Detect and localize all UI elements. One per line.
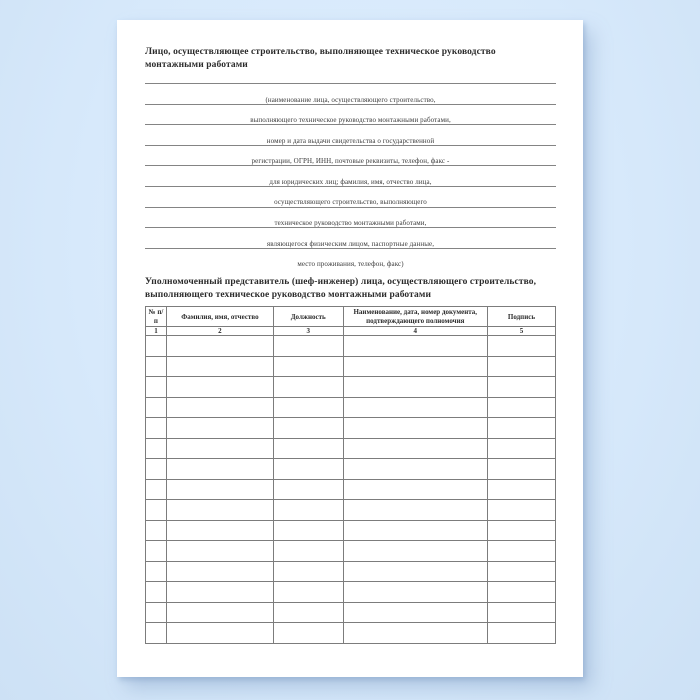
field-caption: (наименование лица, осуществляющего строительство, — [265, 95, 436, 104]
table-row — [146, 438, 556, 459]
table-cell — [343, 561, 487, 582]
table-cell — [166, 397, 273, 418]
table-cell — [487, 438, 555, 459]
table-cell — [343, 418, 487, 439]
table-cell — [146, 336, 167, 357]
table-cell — [146, 377, 167, 398]
column-header: Подпись — [487, 307, 555, 327]
table-cell — [273, 438, 343, 459]
table-cell — [146, 438, 167, 459]
form-blank-field — [145, 83, 556, 104]
field-caption: регистрации, ОГРН, ИНН, почтовые реквизиты, телефон, факс - — [251, 157, 450, 166]
table-cell — [166, 561, 273, 582]
column-header: № п/п — [146, 307, 167, 327]
table-cell — [273, 418, 343, 439]
table-cell — [166, 336, 273, 357]
table-row — [146, 397, 556, 418]
form-blank-field — [145, 104, 556, 125]
table-cell — [273, 479, 343, 500]
table-cell — [166, 438, 273, 459]
column-number: 1 — [146, 327, 167, 336]
table-row — [146, 356, 556, 377]
field-caption: для юридических лиц; фамилия, имя, отчество лица, — [269, 177, 432, 186]
table-cell — [166, 377, 273, 398]
table-cell — [273, 500, 343, 521]
field-caption: номер и дата выдачи свидетельства о государственной — [266, 136, 435, 145]
table-body — [146, 336, 556, 644]
table-row — [146, 541, 556, 562]
table-row — [146, 500, 556, 521]
field-caption: техническое руководство монтажными работами, — [274, 219, 427, 228]
table-cell — [487, 582, 555, 603]
table-cell — [146, 356, 167, 377]
table-cell — [146, 623, 167, 644]
column-header: Фамилия, имя, отчество — [166, 307, 273, 327]
table-row — [146, 582, 556, 603]
table-cell — [166, 520, 273, 541]
table-cell — [273, 397, 343, 418]
table-cell — [343, 500, 487, 521]
table-cell — [343, 541, 487, 562]
table-header-row — [146, 307, 556, 327]
table-cell — [487, 479, 555, 500]
form-blank-field — [145, 186, 556, 207]
table-cell — [487, 397, 555, 418]
table-cell — [343, 623, 487, 644]
form-blank-field — [145, 207, 556, 228]
table-row — [146, 459, 556, 480]
table-row — [146, 479, 556, 500]
form-blank-field — [145, 227, 556, 248]
table-cell — [487, 500, 555, 521]
table-row — [146, 623, 556, 644]
field-caption: являющегося физическим лицом, паспортные данные, — [266, 239, 435, 248]
document-page — [117, 20, 583, 677]
table-cell — [487, 356, 555, 377]
table-cell — [146, 500, 167, 521]
table-cell — [487, 561, 555, 582]
table-row — [146, 561, 556, 582]
table-cell — [273, 623, 343, 644]
column-number: 5 — [487, 327, 555, 336]
table-cell — [343, 602, 487, 623]
table-cell — [343, 377, 487, 398]
table-cell — [146, 479, 167, 500]
form-blank-field — [145, 165, 556, 186]
table-cell — [166, 582, 273, 603]
table-cell — [166, 602, 273, 623]
table-cell — [343, 459, 487, 480]
table-cell — [487, 377, 555, 398]
table-cell — [146, 582, 167, 603]
table-cell — [166, 459, 273, 480]
form-blank-field — [145, 145, 556, 166]
table-cell — [487, 336, 555, 357]
column-header: Наименование, дата, номер документа, подтверждающего полномочия — [343, 307, 487, 327]
table-cell — [273, 377, 343, 398]
table-cell — [273, 541, 343, 562]
section2-heading: Уполномоченный представитель (шеф-инженер) лица, осуществляющего строительство, выполняющего техническое руководство монтажными работами — [145, 277, 537, 301]
table-cell — [146, 418, 167, 439]
field-caption: место проживания, телефон, факс) — [297, 260, 404, 269]
table-cell — [343, 356, 487, 377]
column-number: 4 — [343, 327, 487, 336]
table-cell — [343, 438, 487, 459]
table-cell — [487, 602, 555, 623]
table-cell — [146, 561, 167, 582]
table-cell — [487, 459, 555, 480]
field-caption: осуществляющего строительство, выполняющего — [274, 198, 427, 207]
form-blank-field — [145, 124, 556, 145]
form-blank-field — [145, 248, 556, 269]
table-cell — [487, 418, 555, 439]
table-cell — [487, 623, 555, 644]
table-cell — [166, 541, 273, 562]
table-cell — [166, 479, 273, 500]
table-cell — [343, 397, 487, 418]
form-blank-fields — [145, 83, 556, 268]
table-cell — [146, 520, 167, 541]
table-cell — [166, 418, 273, 439]
table-cell — [343, 479, 487, 500]
column-number: 2 — [166, 327, 273, 336]
table-cell — [487, 520, 555, 541]
table-cell — [487, 541, 555, 562]
representatives-table — [145, 306, 556, 644]
table-cell — [273, 582, 343, 603]
table-row — [146, 602, 556, 623]
column-number: 3 — [273, 327, 343, 336]
table-cell — [273, 520, 343, 541]
table-number-row — [146, 327, 556, 336]
field-caption: выполняющего техническое руководство монтажными работами, — [250, 116, 451, 125]
table-row — [146, 377, 556, 398]
table-cell — [146, 602, 167, 623]
section1-heading: Лицо, осуществляющее строительство, выполняющее техническое руководство монтажными работами — [145, 47, 496, 70]
table-row — [146, 418, 556, 439]
table-cell — [273, 356, 343, 377]
column-header: Должность — [273, 307, 343, 327]
table-cell — [273, 336, 343, 357]
table-cell — [273, 459, 343, 480]
table-cell — [166, 500, 273, 521]
table-cell — [273, 602, 343, 623]
table-cell — [146, 459, 167, 480]
table-row — [146, 336, 556, 357]
table-cell — [166, 623, 273, 644]
table-cell — [166, 356, 273, 377]
table-cell — [343, 582, 487, 603]
table-cell — [273, 561, 343, 582]
table-cell — [343, 520, 487, 541]
table-cell — [343, 336, 487, 357]
table-row — [146, 520, 556, 541]
table-cell — [146, 541, 167, 562]
table-cell — [146, 397, 167, 418]
